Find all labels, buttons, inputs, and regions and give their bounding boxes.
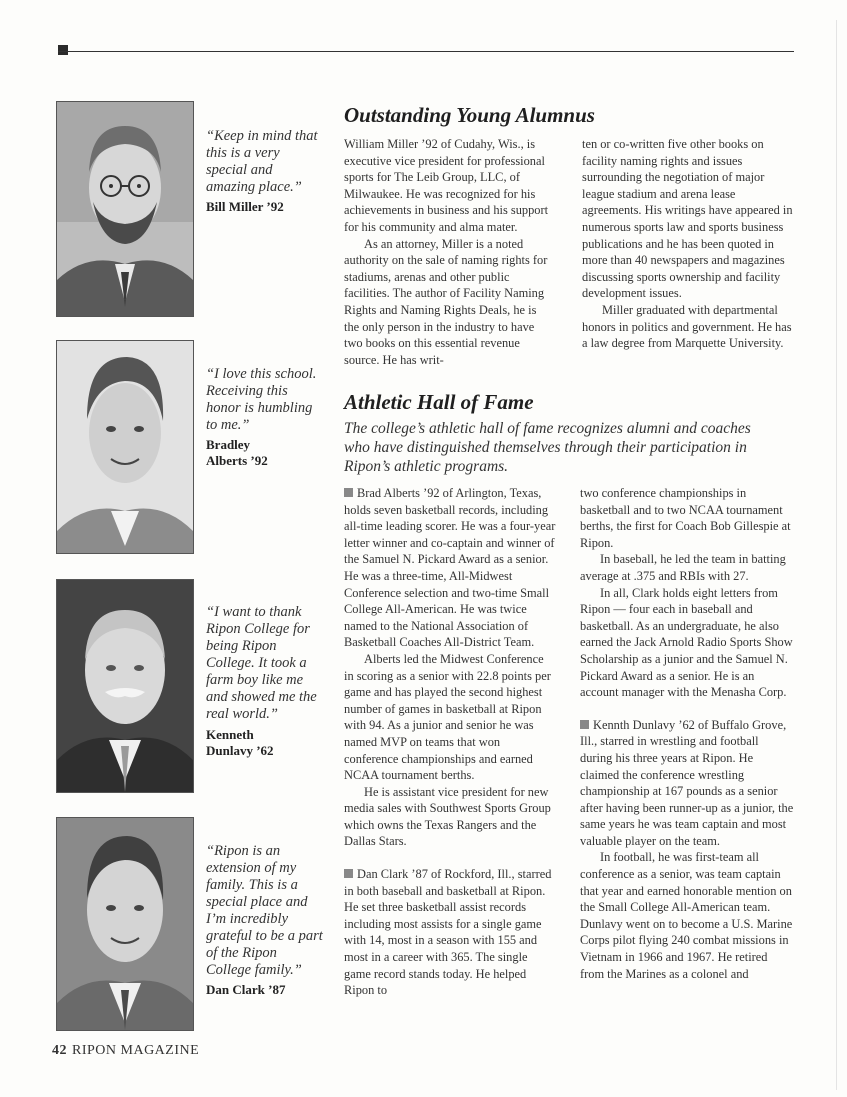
header-rule (58, 51, 794, 52)
attribution-line: Kenneth (206, 727, 254, 742)
attribution-bradley-alberts (206, 437, 324, 469)
paragraph: He is assistant vice president for new media sales with Southwest Sports Group which owns the Texas Rangers and the Dallas Stars. (344, 784, 551, 849)
portrait-bradley-alberts (56, 340, 194, 554)
header-rule-marker (58, 45, 68, 55)
square-bullet-icon (344, 869, 353, 878)
paragraph (344, 485, 556, 651)
paragraph-text: Dan Clark ’87 of Rockford, Ill., starred in both baseball and basketball at Ripon. He set three basketball assist records including most assists for a single game with 14, most in a season with 155 and most in a career with 365. The single game record stands today. He helped Ripon to (344, 867, 552, 998)
attribution-line: Bradley (206, 437, 251, 452)
square-bullet-icon (580, 720, 589, 729)
paragraph: In baseball, he led the team in batting average at .375 and RBIs with 27. (580, 552, 786, 583)
quote-bill-miller: “Keep in mind that this is a very special and amazing place.” (206, 128, 318, 195)
paragraph-text: Kennth Dunlavy ’62 of Buffalo Grove, Ill., starred in wrestling and football during his three years at Ripon. He claimed the conference wrestling championship at 167 pounds as a senior after having been runner-up as a junior, the same years he was team captain and most valuable player on the team. (580, 717, 794, 848)
attribution-line: Alberts ’92 (206, 453, 268, 468)
page-footer (52, 1043, 199, 1059)
hall-of-fame-intro: The college’s athletic hall of fame recognizes alumni and coaches who have distinguished themselves through their participation in Ripon’s athletic programs. (344, 420, 751, 475)
portrait-dan-clark (56, 817, 194, 1031)
attribution-line: Dan Clark ’87 (206, 982, 286, 997)
portrait-kenneth-dunlavy (56, 579, 194, 793)
hall-column-2 (580, 485, 794, 982)
quote-bradley-alberts: “I love this school. Receiving this honor is humbling to me.” (206, 366, 317, 433)
attribution-bill-miller (206, 199, 324, 215)
alumnus-column-2 (582, 136, 794, 352)
paragraph: In all, Clark holds eight letters from Ripon — four each in baseball and basketball. As an undergraduate, he also earned the Jack Arnold Radio Sports Show Scholarship as a junior and the Samuel N. Pickard Award as a senior. He is an account manager with the Menasha Corp. (580, 585, 793, 700)
section-heading-hall-of-fame: Athletic Hall of Fame (344, 390, 534, 414)
hall-column-1 (344, 485, 556, 999)
section-heading-alumnus: Outstanding Young Alumnus (344, 103, 595, 127)
publication-name: RIPON MAGAZINE (72, 1043, 200, 1058)
alumnus-column-1 (344, 136, 552, 368)
paragraph (344, 866, 556, 999)
paragraph: William Miller ’92 of Cudahy, Wis., is executive vice president for professional sports for The Leib Group, LLC, of Milwaukee. He was recognized for his achievements in business and his support for his community and alma mater. (344, 137, 549, 234)
square-bullet-icon (344, 488, 353, 497)
attribution-line: Bill Miller ’92 (206, 199, 284, 214)
paragraph: two conference championships in basketball and to two NCAA tournament berths, the first for Coach Bob Gillespie at Ripon. (580, 486, 791, 550)
paragraph: Miller graduated with departmental honors in politics and government. He has a law degree from Marquette University. (582, 302, 792, 351)
attribution-line: Dunlavy ’62 (206, 743, 274, 758)
paragraph-text: Brad Alberts ’92 of Arlington, Texas, holds seven basketball records, including all-time leading scorer. He was a four-year letter winner and co-captain and winner of the Samuel N. Pickard Award as a senior. He was a three-time, All-Midwest Conference selection and two-time Small College All-American. He was twice named to the National Association of Basketball Coaches All-District Team. (344, 486, 556, 650)
paragraph: In football, he was first-team all conference as a senior, was team captain that year and earned honorable mention on the Small College All-American team. Dunlavy went on to become a U.S. Marine Corps pilot flying 240 combat missions in Vietnam in 1966 and 1967. He retired from the Marines as a colonel and (580, 850, 793, 981)
attribution-kenneth-dunlavy (206, 727, 324, 759)
page-number: 42 (52, 1043, 67, 1058)
quote-kenneth-dunlavy: “I want to thank Ripon College for being Ripon College. It took a farm boy like me and showed me the real world.” (206, 604, 317, 722)
paragraph: As an attorney, Miller is a noted authority on the sale of naming rights for stadiums, arenas and other public facilities. The author of Facility Naming Rights and Naming Rights Deals, he is the only person in the industry to have two books on this essential revenue source. He has writ- (344, 236, 548, 367)
page-edge (836, 20, 837, 1090)
paragraph (580, 717, 794, 850)
paragraph: Alberts led the Midwest Conference in scoring as a senior with 22.8 points per game and has played the second highest number of games in basketball at Ripon with 94. As a junior and senior he was named MVP on teams that won conference championships and earned NCAA tournament berths. (344, 651, 551, 783)
attribution-dan-clark (206, 982, 324, 998)
quote-dan-clark: “Ripon is an extension of my family. This is a special place and I’m incredibly grateful to be a part of the Ripon College family.” (206, 843, 323, 978)
paragraph: ten or co-written five other books on facility naming rights and issues surrounding the negotiation of major league stadium and arena lease agreements. His writings have appeared in numerous sports law and sports business publications and he has been quoted in more than 40 newspapers and magazines discussing sports ownership and facility development issues. (582, 137, 793, 301)
portrait-bill-miller (56, 101, 194, 317)
